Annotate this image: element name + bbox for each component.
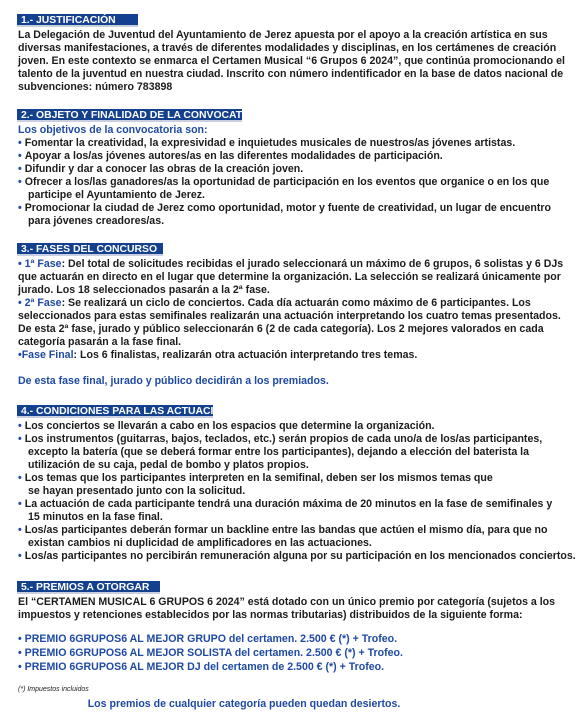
prize-group: • PREMIO 6GRUPOS6 AL MEJOR GRUPO del certamen. 2.500 € (*) + Trofeo.	[18, 633, 398, 645]
section-5-header: 5.- PREMIOS A OTORGAR	[17, 581, 160, 594]
s1-line-4: talento de la juventud en nuestra ciudad. Inscrito con número indentificador en la base de datos nacional de	[18, 68, 564, 80]
s4-line-4: utilización de su caja, pedal de bombo y platos propios.	[28, 459, 309, 471]
s5-line-1: El “CERTAMEN MUSICAL 6 GRUPOS 6 2024” está dotado con un único premio por categoría (sujetos a los	[18, 596, 556, 608]
s3-phase-2-line-4: categoría pasarán a la fase final.	[18, 336, 182, 348]
s2-item-5: • Promocionar la ciudad de Jerez como oportunidad, motor y fuente de creatividad, un lugar de encuentro	[18, 202, 488, 215]
s4-line-8: 15 minutos en la fase final.	[28, 511, 163, 523]
final-phase-label: •Fase Final	[18, 349, 74, 361]
s4-line-1: • Los conciertos se llevarán a cabo en los espacios que determine la organización.	[18, 420, 488, 433]
section-1-header: 1.- JUSTIFICACIÓN	[17, 14, 138, 27]
s1-line-2: diversas manifestaciones, a través de diferentes modalidades y disciplinas, en los certámenes de creación	[18, 42, 557, 54]
s3-phase-1-line-2: que actuarán en directo en el lugar que determine la organización. La selección se realizará únicamente por	[18, 271, 561, 283]
s3-phase-2-line-3: De esta 2ª fase, jurado y público seleccionarán 6 (2 de cada categoría). Los 2 mejores valorados en cada	[18, 323, 544, 335]
s4-line-2: • Los instrumentos (guitarras, bajos, teclados, etc.) serán propios de cada uno/a de los/as participantes,	[18, 433, 488, 446]
s1-line-1: La Delegación de Juventud del Ayuntamiento de Jerez apuesta por el apoyo a la creación artística en sus	[18, 29, 548, 41]
s5-closing: Los premios de cualquier categoría pueden quedan desiertos.	[87, 698, 401, 710]
s4-line-5: • Los temas que los participantes interpreten en la semifinal, deben ser los mismos temas que	[18, 472, 488, 485]
s4-line-3: excepto la batería (que se deberá formar entre los participantes), dejando a elección del baterista la	[28, 446, 530, 458]
s3-phase-1-line-1: • 1ª Fase: Del total de solicitudes recibidas el jurado seleccionará un máximo de 6 grupos, 6 solistas y 6 DJs	[18, 258, 564, 270]
s4-line-7: • La actuación de cada participante tendrá una duración máxima de 20 minutos en la fase de semifinales y	[18, 498, 488, 511]
phase-2-label: 2ª Fase	[24, 297, 62, 309]
s2-item-4-cont: participe el Ayuntamiento de Jerez.	[28, 189, 206, 201]
s2-item-1: • Fomentar la creatividad, la expresividad e inquietudes musicales de nuestros/as jóvenes artistas.	[18, 137, 488, 150]
s1-line-5: subvenciones: número 783898	[18, 81, 173, 93]
s4-line-11: • Los/as participantes no percibirán remuneración alguna por su participación en los mencionados conciertos.	[18, 550, 488, 563]
s3-final-phase-line: •Fase Final: Los 6 finalistas, realizarán otra actuación interpretando tres temas.	[18, 349, 418, 361]
s2-item-5-cont: para jóvenes creadores/as.	[28, 215, 165, 227]
s4-line-6: se hayan presentado junto con la solicitud.	[28, 485, 246, 497]
s5-line-2: impuestos y retenciones establecidos por las normas tributarias) distribuidos de la siguiente forma:	[18, 609, 523, 621]
s3-phase-2-line-1: • 2ª Fase: Se realizará un ciclo de conciertos. Cada día actuarán como máximo de 6 participantes. Los	[18, 297, 531, 309]
s3-phase-2-line-2: seleccionados para estas semifinales realizarán una actuación interpretando los cuatro temas presentados.	[18, 310, 561, 322]
s2-item-3: • Difundir y dar a conocer las obras de la creación joven.	[18, 163, 488, 176]
prize-dj: • PREMIO 6GRUPOS6 AL MEJOR DJ del certamen de 2.500 € (*) + Trofeo.	[18, 661, 385, 673]
phase-1-label: 1ª Fase	[24, 258, 62, 270]
section-2-header: 2.- OBJETO Y FINALIDAD DE LA CONVOCATORIA	[17, 109, 242, 122]
section-4-header: 4.- CONDICIONES PARA LAS ACTUACIONES	[17, 405, 213, 418]
prize-soloist: • PREMIO 6GRUPOS6 AL MEJOR SOLISTA del certamen. 2.500 € (*) + Trofeo.	[18, 647, 403, 659]
s3-phase-1-line-3: jurado. Los 18 seleccionados pasarán a la 2ª fase.	[18, 284, 270, 296]
s1-line-3: joven. En este contexto se enmarca el Certamen Musical “6 Grupos 6 2024”, que continúa promocionando el	[18, 55, 565, 67]
footnote: (*) Impuestos incluidos	[18, 686, 89, 693]
s3-closing: De esta fase final, jurado y público decidirán a los premiados.	[18, 375, 329, 387]
s2-item-2: • Apoyar a los/as jóvenes autores/as en las diferentes modalidades de participación.	[18, 150, 488, 163]
section-3-header: 3.- FASES DEL CONCURSO	[17, 243, 163, 256]
s4-line-9: • Los/as participantes deberán formar un backline entre las bandas que actúen el mismo día, para que no	[18, 524, 488, 537]
s2-item-4: • Ofrecer a los/las ganadores/as la oportunidad de participación en los eventos que organice o en los que	[18, 176, 488, 189]
s4-line-10: existan cambios ni duplicidad de amplificadores en las actuaciones.	[28, 537, 372, 549]
s2-intro: Los objetivos de la convocatoria son:	[18, 124, 208, 136]
